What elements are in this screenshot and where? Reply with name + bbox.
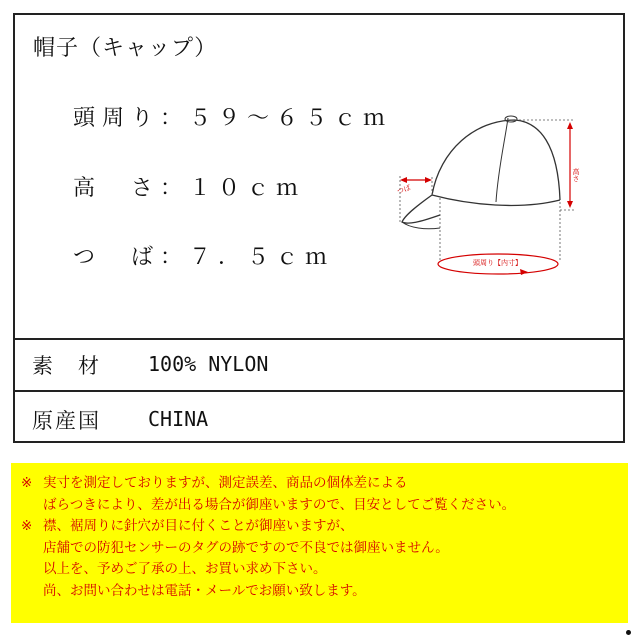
cap-diagram [380,110,580,280]
brim-diagram-label: つば [395,183,412,196]
spec-table [13,13,625,443]
notes-box [11,463,628,623]
note-line [21,581,628,603]
note-line [21,495,628,517]
note-text: 店舗での防犯センサーのタグの跡ですので不良では御座いません。 [43,539,449,556]
corner-dot [626,630,631,635]
note-line [21,473,628,495]
note-text: 尚、お問い合わせは電話・メールでお願い致します。 [43,582,366,599]
circumference-diagram-label: 頭周り【内寸】 [473,259,522,267]
note-line [21,516,628,538]
note-line [21,538,628,560]
note-text: 以上を、予めご了承の上、お買い求め下さい。 [43,561,327,577]
note-line [21,559,628,581]
table-divider-1 [15,338,623,340]
spec-height: 高 さ：１０ｃｍ [73,176,306,201]
note-text: ばらつきにより、差が出る場合が御座いますので、目安としてご覧ください。 [43,496,516,513]
spec-brim: つ ば：７．５ｃｍ [73,245,335,270]
note-text: 実寸を測定しておりますが、測定誤差、商品の個体差による [43,475,408,491]
material-label: 素 材 [32,354,101,378]
origin-label: 原産国 [32,409,101,433]
origin-value: CHINA [148,407,209,431]
note-mark: ※ [21,475,33,491]
note-text: 襟、裾周りに針穴が目に付くことが御座いますが、 [43,518,354,534]
height-diagram-label: 高さ [572,168,580,182]
table-divider-2 [15,390,623,392]
note-mark: ※ [21,518,33,534]
material-value: 100% NYLON [148,352,269,376]
spec-head-circumference: 頭周り：５９～６５ｃｍ [73,106,393,131]
product-title: 帽子（キャップ） [33,36,218,61]
